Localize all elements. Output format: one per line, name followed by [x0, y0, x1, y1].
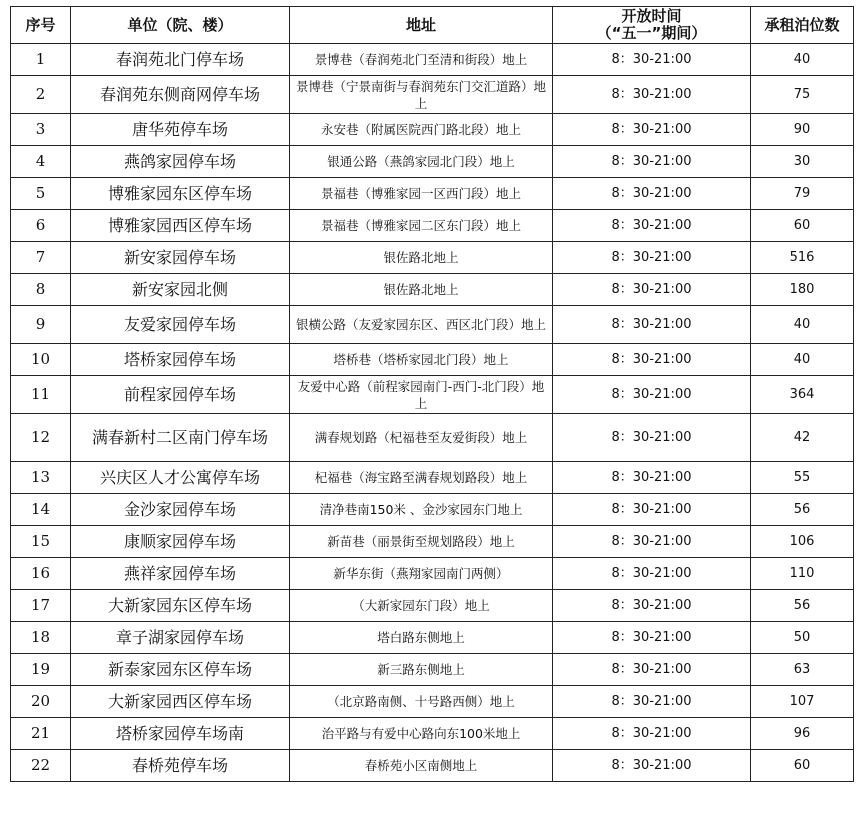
cell-no: 17: [11, 590, 71, 622]
cell-count: 56: [751, 590, 854, 622]
cell-unit: 春桥苑停车场: [71, 750, 290, 782]
cell-unit: 塔桥家园停车场南: [71, 718, 290, 750]
cell-no: 8: [11, 274, 71, 306]
cell-unit: 新安家园停车场: [71, 242, 290, 274]
cell-address: （大新家园东门段）地上: [290, 590, 553, 622]
table-body: [11, 44, 854, 782]
cell-time: 8：30-21:00: [553, 376, 751, 414]
cell-count: 60: [751, 210, 854, 242]
table-row: [11, 210, 854, 242]
cell-no: 14: [11, 494, 71, 526]
cell-unit: 章子湖家园停车场: [71, 622, 290, 654]
cell-unit: 博雅家园西区停车场: [71, 210, 290, 242]
cell-count: 40: [751, 44, 854, 76]
table-row: [11, 590, 854, 622]
cell-no: 7: [11, 242, 71, 274]
header-no: 序号: [11, 7, 71, 44]
cell-address: 塔桥巷（塔桥家园北门段）地上: [290, 344, 553, 376]
header-unit: 单位（院、楼）: [71, 7, 290, 44]
cell-address: 满春规划路（杞福巷至友爱街段）地上: [290, 414, 553, 462]
cell-unit: 前程家园停车场: [71, 376, 290, 414]
cell-count: 90: [751, 114, 854, 146]
cell-no: 19: [11, 654, 71, 686]
cell-no: 18: [11, 622, 71, 654]
cell-no: 22: [11, 750, 71, 782]
cell-time: 8：30-21:00: [553, 210, 751, 242]
cell-address: 景博巷（宁景南街与春润苑东门交汇道路）地上: [290, 76, 553, 114]
cell-count: 110: [751, 558, 854, 590]
table-row: [11, 344, 854, 376]
cell-address: 永安巷（附属医院西门路北段）地上: [290, 114, 553, 146]
cell-no: 11: [11, 376, 71, 414]
cell-count: 180: [751, 274, 854, 306]
header-time-line1: 开放时间: [621, 7, 682, 25]
cell-no: 5: [11, 178, 71, 210]
cell-no: 21: [11, 718, 71, 750]
cell-unit: 兴庆区人才公寓停车场: [71, 462, 290, 494]
table-row: [11, 274, 854, 306]
cell-no: 10: [11, 344, 71, 376]
cell-time: 8：30-21:00: [553, 114, 751, 146]
table-row: [11, 654, 854, 686]
cell-no: 13: [11, 462, 71, 494]
cell-address: 新华东街（燕翔家园南门两侧）: [290, 558, 553, 590]
cell-unit: 春润苑东侧商网停车场: [71, 76, 290, 114]
cell-no: 16: [11, 558, 71, 590]
cell-unit: 新安家园北侧: [71, 274, 290, 306]
cell-address: 景福巷（博雅家园二区东门段）地上: [290, 210, 553, 242]
cell-time: 8：30-21:00: [553, 750, 751, 782]
cell-count: 63: [751, 654, 854, 686]
cell-address: 治平路与有爱中心路向东100米地上: [290, 718, 553, 750]
cell-no: 3: [11, 114, 71, 146]
cell-unit: 大新家园西区停车场: [71, 686, 290, 718]
cell-count: 75: [751, 76, 854, 114]
cell-unit: 春润苑北门停车场: [71, 44, 290, 76]
cell-time: 8：30-21:00: [553, 306, 751, 344]
cell-count: 364: [751, 376, 854, 414]
cell-count: 106: [751, 526, 854, 558]
cell-no: 6: [11, 210, 71, 242]
cell-no: 1: [11, 44, 71, 76]
cell-unit: 大新家园东区停车场: [71, 590, 290, 622]
table-row: [11, 558, 854, 590]
cell-count: 79: [751, 178, 854, 210]
cell-count: 60: [751, 750, 854, 782]
cell-count: 50: [751, 622, 854, 654]
cell-time: 8：30-21:00: [553, 654, 751, 686]
table-header: [11, 7, 854, 44]
cell-address: （北京路南侧、十号路西侧）地上: [290, 686, 553, 718]
cell-address: 新苗巷（丽景街至规划路段）地上: [290, 526, 553, 558]
table-row: [11, 414, 854, 462]
cell-time: 8：30-21:00: [553, 718, 751, 750]
cell-no: 20: [11, 686, 71, 718]
table-row: [11, 526, 854, 558]
table-row: [11, 242, 854, 274]
cell-address: 新三路东侧地上: [290, 654, 553, 686]
cell-address: 银通公路（燕鸽家园北门段）地上: [290, 146, 553, 178]
table-row: [11, 44, 854, 76]
header-count: 承租泊位数: [751, 7, 854, 44]
table-row: [11, 306, 854, 344]
table-row: [11, 146, 854, 178]
cell-count: 56: [751, 494, 854, 526]
cell-address: 景福巷（博雅家园一区西门段）地上: [290, 178, 553, 210]
cell-count: 107: [751, 686, 854, 718]
cell-time: 8：30-21:00: [553, 590, 751, 622]
cell-no: 9: [11, 306, 71, 344]
cell-unit: 博雅家园东区停车场: [71, 178, 290, 210]
cell-count: 42: [751, 414, 854, 462]
cell-address: 银佐路北地上: [290, 242, 553, 274]
cell-time: 8：30-21:00: [553, 76, 751, 114]
cell-count: 40: [751, 344, 854, 376]
cell-no: 2: [11, 76, 71, 114]
cell-no: 15: [11, 526, 71, 558]
cell-count: 516: [751, 242, 854, 274]
cell-address: 银佐路北地上: [290, 274, 553, 306]
cell-count: 96: [751, 718, 854, 750]
cell-time: 8：30-21:00: [553, 44, 751, 76]
cell-unit: 燕鸽家园停车场: [71, 146, 290, 178]
table-row: [11, 178, 854, 210]
cell-address: 友爱中心路（前程家园南门-西门-北门段）地上: [290, 376, 553, 414]
cell-time: 8：30-21:00: [553, 242, 751, 274]
cell-time: 8：30-21:00: [553, 526, 751, 558]
header-time-line2: （“五一”期间）: [596, 24, 707, 42]
cell-address: 春桥苑小区南侧地上: [290, 750, 553, 782]
cell-time: 8：30-21:00: [553, 494, 751, 526]
cell-address: 杞福巷（海宝路至满春规划路段）地上: [290, 462, 553, 494]
cell-time: 8：30-21:00: [553, 622, 751, 654]
cell-count: 30: [751, 146, 854, 178]
cell-no: 4: [11, 146, 71, 178]
table-row: [11, 376, 854, 414]
cell-address: 清净巷南150米 、金沙家园东门地上: [290, 494, 553, 526]
cell-unit: 新泰家园东区停车场: [71, 654, 290, 686]
cell-unit: 康顺家园停车场: [71, 526, 290, 558]
parking-table: [10, 6, 854, 782]
cell-time: 8：30-21:00: [553, 178, 751, 210]
cell-address: 银横公路（友爱家园东区、西区北门段）地上: [290, 306, 553, 344]
table-row: [11, 750, 854, 782]
table-row: [11, 718, 854, 750]
table-row: [11, 462, 854, 494]
table-row: [11, 494, 854, 526]
table-row: [11, 76, 854, 114]
cell-unit: 友爱家园停车场: [71, 306, 290, 344]
cell-unit: 唐华苑停车场: [71, 114, 290, 146]
cell-address: 塔白路东侧地上: [290, 622, 553, 654]
cell-unit: 塔桥家园停车场: [71, 344, 290, 376]
cell-unit: 满春新村二区南门停车场: [71, 414, 290, 462]
cell-time: 8：30-21:00: [553, 414, 751, 462]
cell-address: 景博巷（春润苑北门至清和街段）地上: [290, 44, 553, 76]
cell-time: 8：30-21:00: [553, 274, 751, 306]
header-address: 地址: [290, 7, 553, 44]
header-time: [553, 7, 751, 44]
cell-no: 12: [11, 414, 71, 462]
cell-count: 40: [751, 306, 854, 344]
cell-count: 55: [751, 462, 854, 494]
cell-time: 8：30-21:00: [553, 558, 751, 590]
cell-time: 8：30-21:00: [553, 686, 751, 718]
table-row: [11, 622, 854, 654]
cell-time: 8：30-21:00: [553, 344, 751, 376]
table-row: [11, 686, 854, 718]
cell-time: 8：30-21:00: [553, 146, 751, 178]
cell-unit: 金沙家园停车场: [71, 494, 290, 526]
cell-unit: 燕祥家园停车场: [71, 558, 290, 590]
cell-time: 8：30-21:00: [553, 462, 751, 494]
table-row: [11, 114, 854, 146]
